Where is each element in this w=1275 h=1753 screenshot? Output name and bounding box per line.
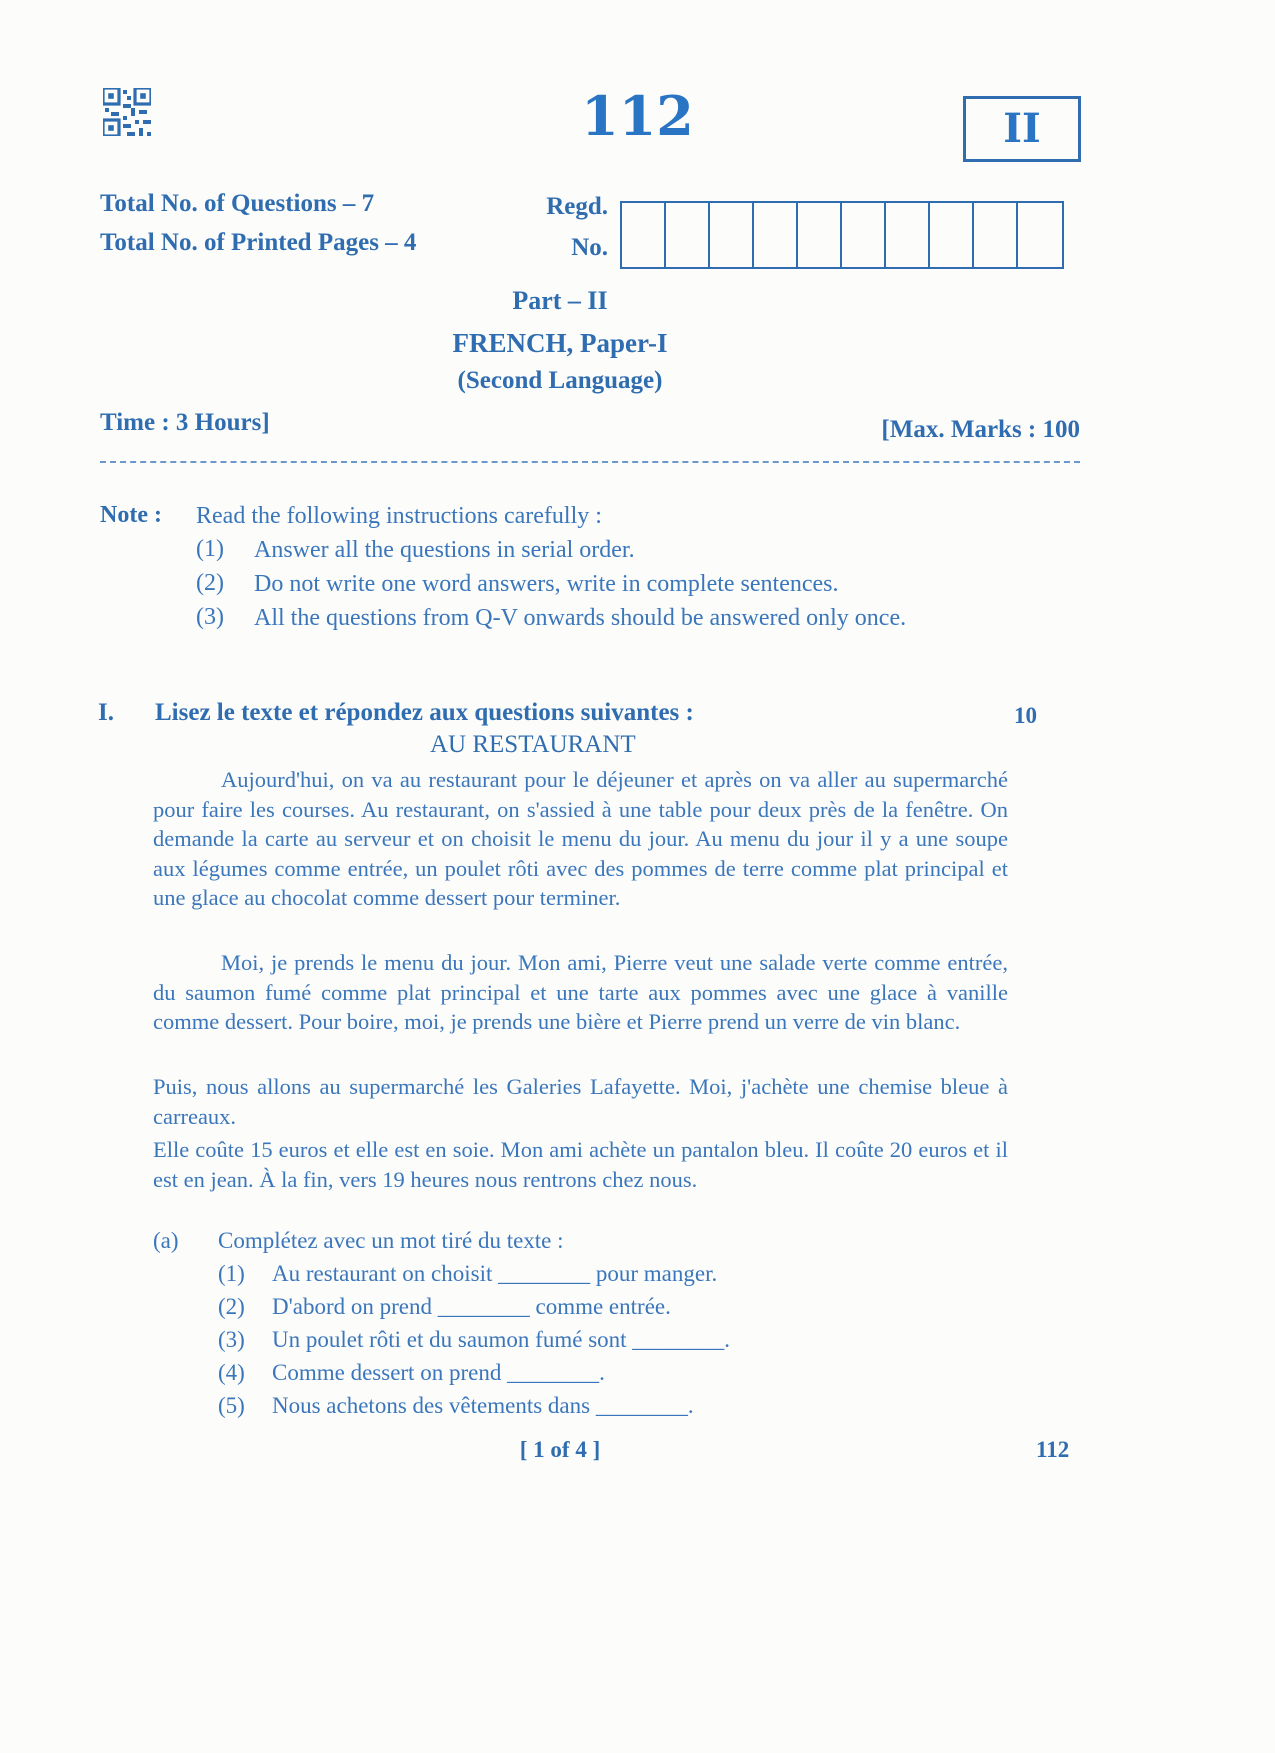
note-intro: Read the following instructions carefully : [196,503,602,529]
regd-digit-box[interactable] [974,203,1018,267]
regd-label: Regd. [546,193,608,220]
fill-in-number: (4) [218,1360,245,1385]
regd-digit-box[interactable] [666,203,710,267]
fill-in-text: Comme dessert on prend ________. [272,1360,605,1385]
header-divider [100,461,1080,463]
regd-digit-box[interactable] [1018,203,1062,267]
regd-digit-box[interactable] [798,203,842,267]
note-item-text: Do not write one word answers, write in complete sentences. [254,571,839,597]
subject-heading: FRENCH, Paper-I [452,328,668,358]
passage-paragraph [153,1072,1008,1131]
passage-title: AU RESTAURANT [430,731,636,758]
subquestion-label: (a) [153,1228,179,1253]
time-allowed: Time : 3 Hours] [100,409,270,436]
note-item-number: (1) [196,536,224,562]
language-heading: (Second Language) [457,367,663,394]
total-pages: Total No. of Printed Pages – 4 [100,229,417,256]
fill-in-text: Nous achetons des vêtements dans ________. [272,1393,694,1418]
regd-digit-box[interactable] [754,203,798,267]
registration-number-grid[interactable] [620,201,1064,269]
question-number: I. [98,699,114,726]
note-item-text: All the questions from Q-V onwards should be answered only once. [254,605,907,631]
regd-digit-box[interactable] [930,203,974,267]
regd-digit-box[interactable] [622,203,666,267]
fill-in-number: (1) [218,1261,245,1286]
note-label: Note : [100,502,162,528]
passage-text: Elle coûte 15 euros et elle est en soie. Mon ami achète un pantalon bleu. Il coûte 20 euros et il est en jean. À la fin, vers 19 heures nous rentrons chez nous. [153,1137,1008,1192]
passage-text: Aujourd'hui, on va au restaurant pour le déjeuner et après on va aller au supermarché pour faire les courses. Au restaurant, on s'assied à une table pour deux près de la fenêtre. On demande la carte au serveur et on choisit le menu du jour. Au menu du jour il y a une soupe aux légumes comme entrée, un poulet rôti avec des pommes de terre comme plat principal et une glace au chocolat comme dessert pour terminer. [153,767,1008,910]
paper-roman-box: II [963,96,1081,162]
regd-digit-box[interactable] [842,203,886,267]
fill-in-number: (2) [218,1294,245,1319]
regd-digit-box[interactable] [886,203,930,267]
page-number: [ 1 of 4 ] [519,1437,601,1462]
regd-digit-box[interactable] [710,203,754,267]
passage-paragraph [153,765,1008,913]
paper-code: 112 [581,84,694,148]
question-title: Lisez le texte et répondez aux questions suivantes : [155,699,694,726]
subquestion-text: Complétez avec un mot tiré du texte : [218,1228,564,1253]
passage-paragraph [153,948,1008,1037]
question-marks: 10 [1014,703,1037,728]
note-item-text: Answer all the questions in serial order. [254,537,635,563]
note-item-number: (3) [196,604,224,630]
fill-in-text: D'abord on prend ________ comme entrée. [272,1294,671,1319]
note-item-number: (2) [196,570,224,596]
max-marks: [Max. Marks : 100 [881,416,1080,443]
fill-in-text: Un poulet rôti et du saumon fumé sont ________. [272,1327,731,1352]
passage-paragraph [153,1135,1008,1194]
footer-paper-code: 112 [1036,1437,1070,1462]
fill-in-number: (5) [218,1393,245,1418]
no-label: No. [571,234,608,261]
passage-text: Puis, nous allons au supermarché les Galeries Lafayette. Moi, j'achète une chemise bleue à carreaux. [153,1074,1008,1129]
fill-in-text: Au restaurant on choisit ________ pour manger. [272,1261,718,1286]
total-questions: Total No. of Questions – 7 [100,190,375,217]
part-heading: Part – II [512,286,608,315]
fill-in-number: (3) [218,1327,245,1352]
passage-text: Moi, je prends le menu du jour. Mon ami, Pierre veut une salade verte comme entrée, du saumon fumé comme plat principal et une tarte aux pommes avec une glace à vanille comme dessert. Pour boire, moi, je prends une bière et Pierre prend un verre de vin blanc. [153,950,1008,1034]
